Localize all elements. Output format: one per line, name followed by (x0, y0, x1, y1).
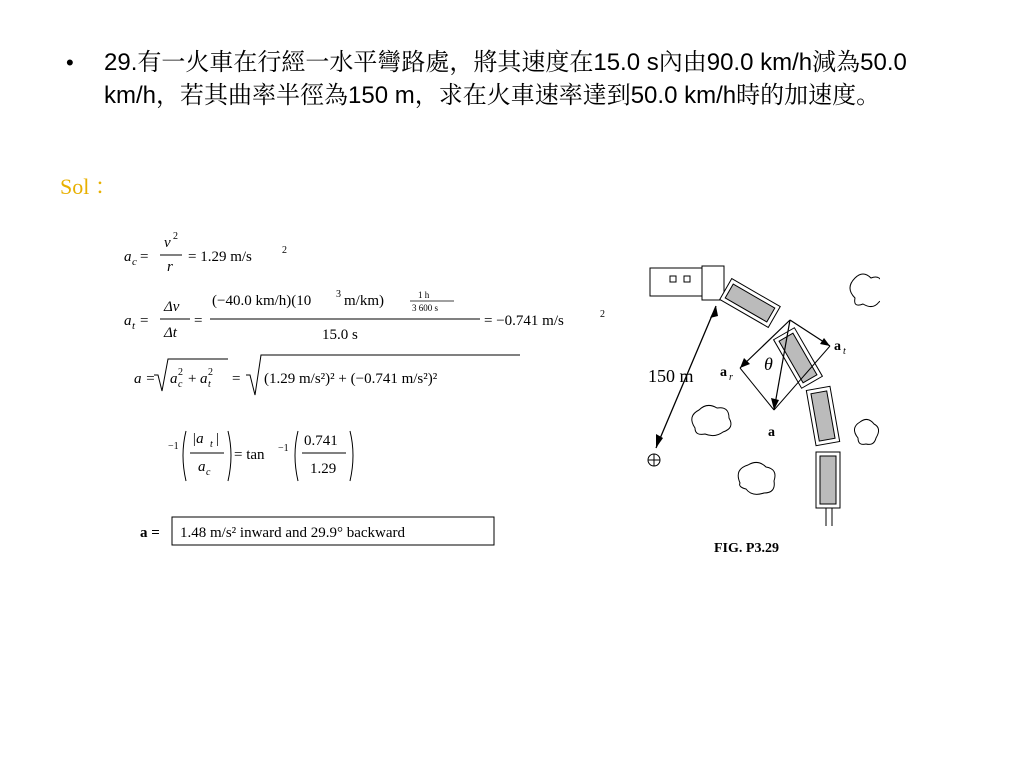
at-sub: t (132, 320, 136, 332)
svg-text:t: t (208, 379, 211, 390)
train-car (806, 386, 839, 445)
angle-prefix: −1 (168, 441, 179, 452)
train-car (720, 279, 780, 328)
train-figure (640, 258, 880, 528)
ac-lhs: a (124, 249, 132, 265)
final-box: 1.48 m/s² inward and 29.9° backward (180, 525, 406, 541)
ac-sub: c (132, 256, 137, 268)
angle-frac-den: a (198, 459, 206, 475)
at-den: Δt (164, 325, 177, 341)
svg-text:=: = (140, 249, 149, 265)
at-expr-num: (−40.0 km/h)(10 (212, 293, 312, 309)
angle-tan: = tan (234, 447, 265, 463)
angle-frac-den-sub: c (206, 467, 211, 478)
a-lhs: a = (134, 371, 156, 387)
angle-num: 0.741 (304, 433, 338, 449)
final-lhs: a = (140, 525, 160, 541)
svg-text:+: + (188, 371, 197, 387)
angle-den: 1.29 (310, 461, 337, 477)
ac-result: = 1.29 m/s (188, 249, 252, 265)
at-expr-den: 15.0 s (322, 327, 358, 343)
problem-text: 29.有一火車在行經一水平彎路處，將其速度在15.0 s內由90.0 km/h減為50.0 km/h，若其曲率半徑為150 m，求在火車速率達到50.0 km/h時的加速度。 (104, 49, 907, 109)
svg-text:a: a (170, 371, 178, 387)
at-sub: t (843, 346, 846, 357)
at-frac-num: 1 h (418, 290, 430, 300)
ac-num: v (164, 235, 171, 251)
ac-num-exp: 2 (173, 231, 178, 242)
svg-text:c: c (178, 379, 183, 390)
at-expr-num2: m/km) (344, 293, 384, 309)
bush (850, 274, 880, 307)
at-frac-den: 3 600 s (412, 303, 439, 313)
svg-text:a: a (200, 371, 208, 387)
svg-text:=: = (232, 371, 241, 387)
at-lhs: a (124, 313, 132, 329)
radius-label: 150 m (648, 366, 694, 386)
svg-text:2: 2 (208, 367, 213, 378)
train-car (816, 452, 840, 508)
ac-den: r (167, 259, 173, 275)
svg-text:=: = (140, 313, 149, 329)
bush (854, 419, 878, 444)
angle-frac-num: |a (192, 431, 204, 447)
theta-label: θ (764, 354, 773, 374)
at-label: a (834, 339, 841, 354)
equations (120, 225, 620, 555)
ac-result-exp: 2 (282, 245, 287, 256)
ar-sub: r (729, 372, 733, 383)
figure-caption: FIG. P3.29 (714, 541, 779, 556)
at-num: Δv (164, 299, 180, 315)
bullet: • (66, 50, 74, 75)
svg-text:|: | (216, 431, 220, 447)
ar-label: a (720, 365, 727, 380)
bush (738, 462, 775, 494)
bush (692, 405, 731, 435)
solution-label: Sol ： (60, 174, 117, 199)
at-result: = −0.741 m/s (484, 313, 564, 329)
angle-frac-num-sub: t (210, 439, 213, 450)
at-result-exp: 2 (600, 309, 605, 320)
angle-tan-exp: −1 (278, 443, 289, 454)
a-label: a (768, 425, 775, 440)
a-sqrt-full: (1.29 m/s²)² + (−0.741 m/s²)² (264, 371, 438, 387)
at-expr-exp: 3 (336, 289, 341, 300)
engine (650, 266, 724, 300)
svg-text:2: 2 (178, 367, 183, 378)
svg-text:=: = (194, 313, 203, 329)
